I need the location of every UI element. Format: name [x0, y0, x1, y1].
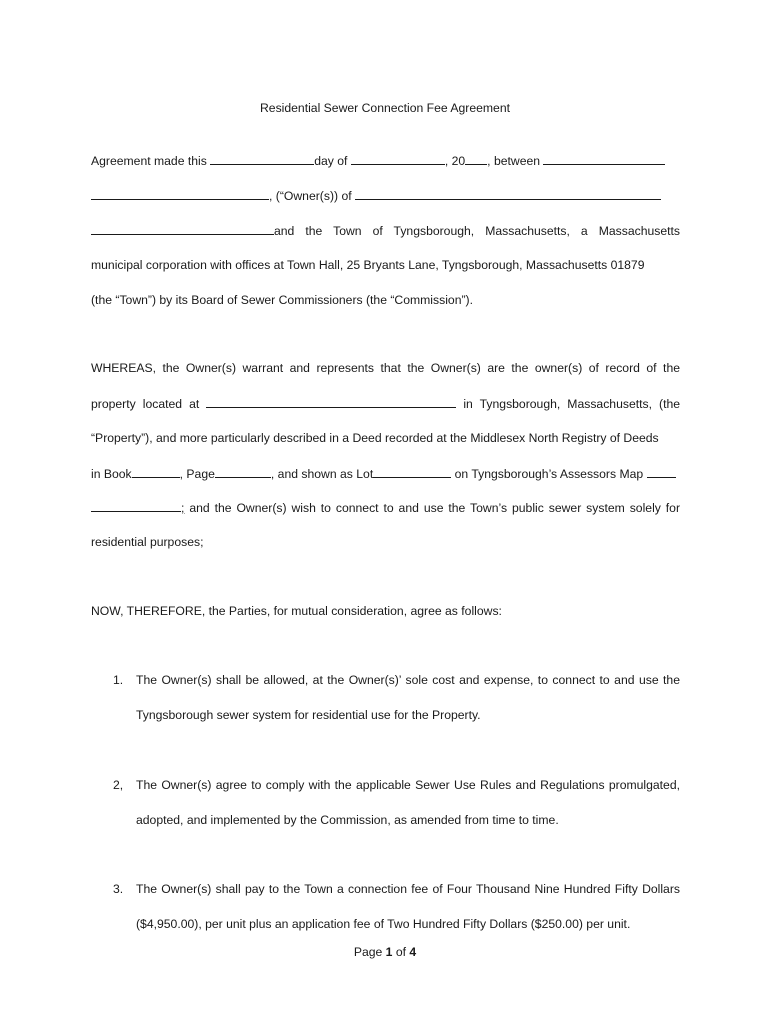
item-2-number: 2, — [113, 778, 124, 792]
whereas-text-lot: , and shown as Lot — [270, 467, 374, 481]
book-number-blank[interactable] — [132, 465, 180, 478]
item-2-line-1: The Owner(s) agree to comply with the applicable Sewer Use Rules and Regulations promulgated, — [136, 778, 680, 792]
intro-text-town: and the Town of Tyngsborough, Massachusetts, a Massachusetts — [274, 224, 680, 238]
item-3-line-2: ($4,950.00), per unit plus an application fee of Two Hundred Fifty Dollars ($250.00) per unit. — [136, 917, 631, 931]
lot-number-blank[interactable] — [373, 465, 451, 478]
owner-address-blank[interactable] — [355, 187, 661, 200]
whereas-text-semicolon: ; — [181, 501, 185, 515]
whereas-line-4 — [91, 465, 680, 482]
intro-line-2 — [91, 187, 680, 204]
whereas-text-property-located: property located at — [91, 397, 200, 411]
item-1-number: 1. — [113, 673, 124, 687]
owner-address-continued-blank[interactable] — [91, 222, 274, 235]
intro-text-day-of: day of — [314, 154, 348, 168]
intro-text-year-prefix: , 20 — [444, 154, 466, 168]
whereas-line-3: “Property”), and more particularly described in a Deed recorded at the Middlesex North Registry of Deeds — [91, 431, 659, 445]
whereas-line-6: residential purposes; — [91, 535, 204, 549]
whereas-line-5 — [91, 499, 680, 516]
item-3-line-1: The Owner(s) shall pay to the Town a connection fee of Four Thousand Nine Hundred Fifty Dollars — [136, 882, 680, 896]
footer-total-pages: 4 — [409, 945, 417, 959]
footer-current-page: 1 — [385, 945, 393, 959]
whereas-text-assessors-map: on Tyngsborough’s Assessors Map — [454, 467, 644, 481]
item-1-line-1: The Owner(s) shall be allowed, at the Owner(s)’ sole cost and expense, to connect to and use the — [136, 673, 680, 687]
footer-page-word: Page — [353, 945, 383, 959]
intro-text-between: , between — [487, 154, 541, 168]
whereas-line-2 — [91, 395, 680, 412]
document-title: Residential Sewer Connection Fee Agreement — [260, 101, 510, 115]
intro-line-3 — [91, 222, 680, 239]
item-1-line-2: Tyngsborough sewer system for residential use for the Property. — [136, 708, 481, 722]
whereas-line-1: WHEREAS, the Owner(s) warrant and represents that the Owner(s) are the owner(s) of record of the — [91, 361, 680, 375]
owner-name-blank[interactable] — [91, 187, 269, 200]
page-footer — [0, 944, 770, 960]
whereas-text-in-tyngsborough: in Tyngsborough, Massachusetts, (the — [463, 397, 681, 411]
item-2-line-2: adopted, and implemented by the Commission, as amended from time to time. — [136, 813, 559, 827]
property-location-blank[interactable] — [206, 395, 456, 408]
day-blank[interactable] — [210, 152, 314, 165]
now-therefore-line: NOW, THEREFORE, the Parties, for mutual consideration, agree as follows: — [91, 604, 502, 618]
footer-of-word: of — [395, 945, 407, 959]
intro-line-4: municipal corporation with offices at Town Hall, 25 Bryants Lane, Tyngsborough, Massachusetts 01879 — [91, 258, 645, 272]
party-name-blank[interactable] — [543, 152, 665, 165]
month-blank[interactable] — [351, 152, 445, 165]
intro-text-agreement-made: Agreement made this — [91, 154, 207, 168]
intro-line-1 — [91, 152, 680, 169]
map-number-continued-blank[interactable] — [91, 499, 181, 512]
whereas-text-page: , Page — [179, 467, 215, 481]
page-number-blank[interactable] — [215, 465, 271, 478]
map-number-blank[interactable] — [647, 465, 676, 478]
intro-text-owners-of: , (“Owner(s)) of — [269, 189, 352, 203]
intro-line-5: (the “Town”) by its Board of Sewer Commissioners (the “Commission”). — [91, 293, 473, 307]
whereas-text-wish: and the Owner(s) wish to connect to and use the Town’s public sewer system solely for — [189, 501, 681, 515]
year-blank[interactable] — [465, 152, 487, 165]
item-3-number: 3. — [113, 882, 124, 896]
whereas-text-book: in Book — [91, 467, 132, 481]
